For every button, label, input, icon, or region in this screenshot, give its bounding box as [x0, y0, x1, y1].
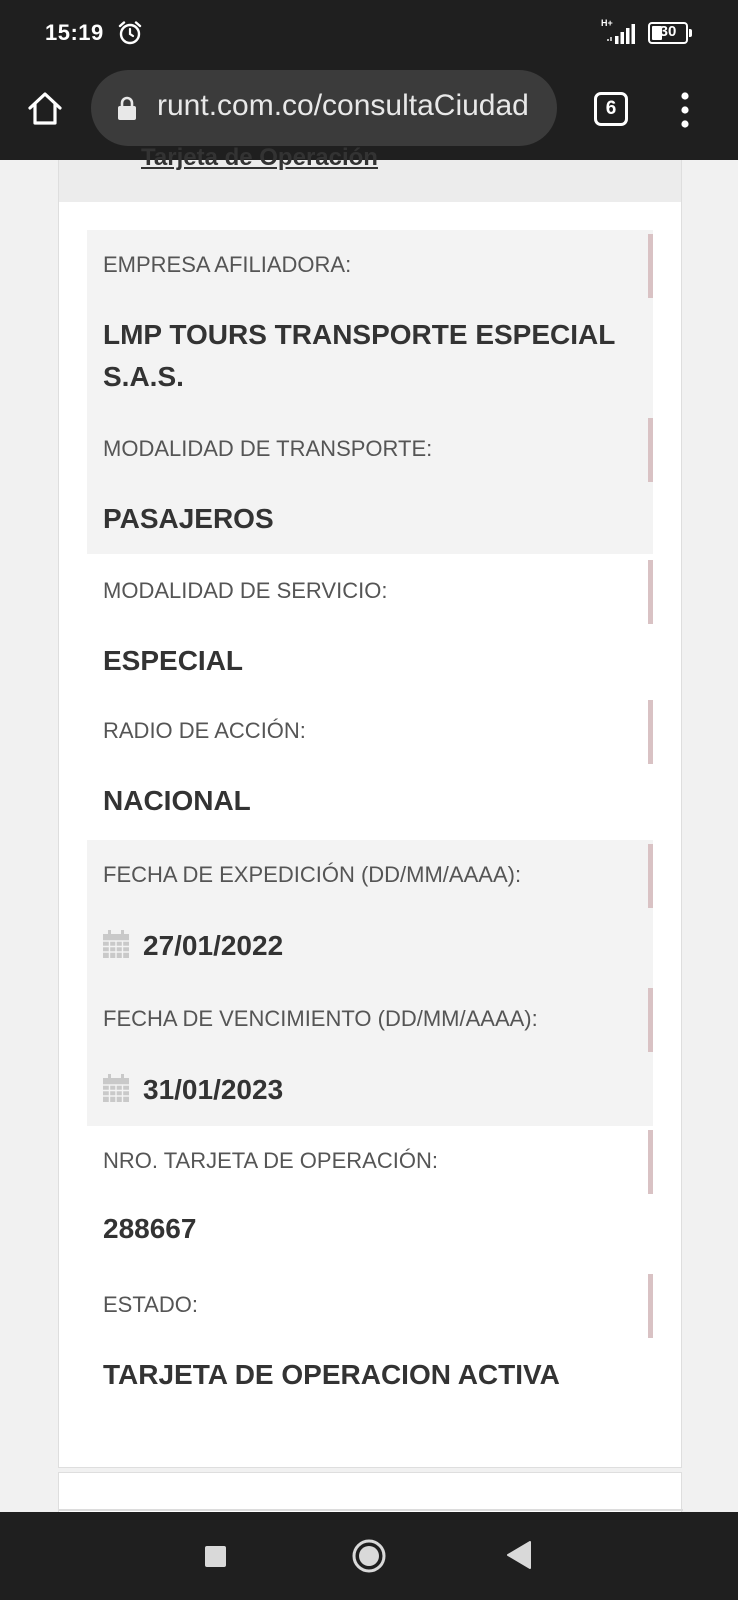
field-label: MODALIDAD DE SERVICIO:	[103, 578, 388, 603]
back-icon[interactable]	[506, 1540, 532, 1570]
system-navigation-bar	[0, 1512, 738, 1600]
field-accent-bar	[648, 1130, 653, 1194]
network-type-label: H+	[601, 18, 613, 28]
field-label: ESTADO:	[103, 1292, 198, 1317]
address-bar[interactable]	[91, 70, 557, 146]
page-content	[0, 144, 738, 1512]
field-accent-bar	[648, 700, 653, 764]
field-value: LMP TOURS TRANSPORTE ESPECIAL S.A.S.	[103, 319, 615, 392]
field-value: 31/01/2023	[143, 1074, 284, 1105]
field-label: FECHA DE VENCIMIENTO (DD/MM/AAAA):	[103, 1006, 538, 1031]
lock-icon[interactable]	[117, 96, 137, 120]
home-icon[interactable]	[26, 90, 64, 128]
field-label: EMPRESA AFILIADORA:	[103, 252, 352, 277]
status-time: 15:19	[45, 20, 104, 45]
calendar-icon	[103, 930, 129, 958]
url-text[interactable]: runt.com.co/consultaCiudad	[157, 89, 529, 122]
field-accent-bar	[648, 418, 653, 482]
battery-cap	[689, 29, 692, 37]
field-fecha-expedicion	[87, 840, 653, 986]
field-label: RADIO DE ACCIÓN:	[103, 718, 306, 743]
card-header	[58, 144, 682, 202]
menu-icon[interactable]	[678, 90, 692, 130]
field-value: ESPECIAL	[103, 645, 244, 676]
field-accent-bar	[648, 988, 653, 1052]
field-empresa-afiliadora	[87, 230, 653, 414]
tarjeta-operacion-link[interactable]: Tarjeta de Operación	[141, 144, 378, 171]
next-card-divider	[59, 1509, 683, 1511]
alarm-icon	[117, 20, 143, 46]
field-fecha-vencimiento	[87, 986, 653, 1126]
field-accent-bar	[648, 1274, 653, 1338]
battery-icon	[648, 22, 692, 44]
field-label: MODALIDAD DE TRANSPORTE:	[103, 436, 433, 461]
status-bar	[0, 0, 738, 66]
field-value: NACIONAL	[103, 785, 251, 816]
field-label: NRO. TARJETA DE OPERACIÓN:	[103, 1148, 438, 1173]
field-radio-accion	[87, 700, 653, 840]
field-estado	[87, 1272, 653, 1422]
signal-icon	[606, 22, 640, 44]
home-circle-icon[interactable]	[351, 1538, 387, 1574]
next-card	[58, 1472, 682, 1512]
field-modalidad-servicio	[87, 554, 653, 700]
tab-count: 6	[605, 98, 617, 119]
field-value: 288667	[103, 1213, 197, 1244]
field-label: FECHA DE EXPEDICIÓN (DD/MM/AAAA):	[103, 862, 522, 887]
field-modalidad-transporte	[87, 414, 653, 554]
recents-icon[interactable]	[205, 1546, 226, 1567]
calendar-icon	[103, 1074, 129, 1102]
field-value: 27/01/2022	[143, 930, 284, 961]
field-accent-bar	[648, 844, 653, 908]
field-nro-tarjeta	[87, 1126, 653, 1272]
operation-card-details	[58, 202, 682, 1468]
field-value: PASAJEROS	[103, 503, 274, 534]
field-value: TARJETA DE OPERACION ACTIVA	[103, 1359, 560, 1390]
field-accent-bar	[648, 234, 653, 298]
battery-level: 30	[659, 23, 677, 40]
tabs-button[interactable]	[594, 92, 628, 126]
field-accent-bar	[648, 560, 653, 624]
